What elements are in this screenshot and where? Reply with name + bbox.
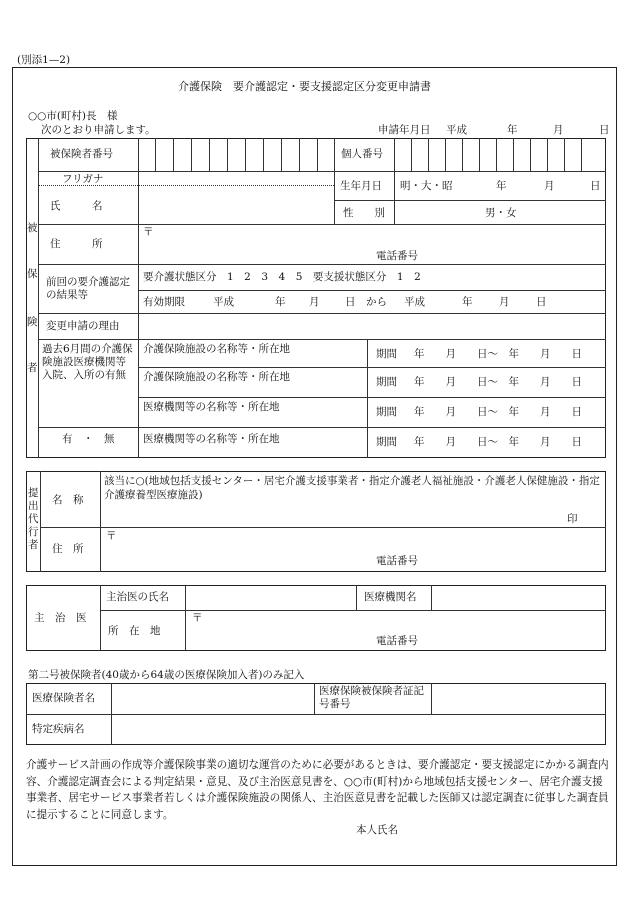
validity-kara: から xyxy=(366,296,387,308)
page-title: 介護保険 要介護認定・要支援認定区分変更申請書 xyxy=(178,80,431,93)
application-date-day: 日 xyxy=(599,124,610,136)
name-label: 氏 名 xyxy=(50,200,103,212)
application-date-era: 平成 xyxy=(446,124,467,136)
facility-row-2: 介護保険施設の名称等・所在地 xyxy=(143,371,290,383)
doctor-side-label: 主 治 医 xyxy=(34,612,87,624)
secondary-heading: 第二号被保険者(40歳から64歳の医療保険加入者)のみ記入 xyxy=(28,669,305,681)
validity-month-to: 月 xyxy=(499,296,510,308)
intro-text: 次のとおり申請します。 xyxy=(41,124,156,136)
insurer-label: 医療保険者名 xyxy=(32,692,95,704)
name-field[interactable] xyxy=(139,186,333,223)
furigana-field[interactable] xyxy=(139,172,333,184)
period-text-1[interactable]: 年 月 日～ 年 月 日 xyxy=(414,348,582,360)
doctor-institution-label: 医療機関名 xyxy=(364,591,417,603)
change-reason-label: 変更申請の理由 xyxy=(46,320,120,332)
doctor-postal-mark: 〒 xyxy=(192,612,203,624)
period-label-4: 期間 xyxy=(376,436,397,448)
facility-row-3: 医療機関等の名称等・所在地 xyxy=(143,401,280,413)
card-field[interactable] xyxy=(432,684,605,713)
facility-row-1: 介護保険施設の名称等・所在地 xyxy=(143,343,290,355)
proxy-name-note[interactable]: 該当に○(地域包括支援センター・居宅介護支援事業者・指定介護老人福祉施設・介護老人保健施設・指定介護療養型医療施設) xyxy=(104,475,600,501)
birthdate-label: 生年月日 xyxy=(340,180,382,192)
phone-label: 電話番号 xyxy=(376,250,418,262)
postal-mark: 〒 xyxy=(143,226,154,238)
disease-field[interactable] xyxy=(112,715,605,744)
address-field[interactable] xyxy=(160,226,600,246)
signature-label: 本人氏名 xyxy=(356,824,398,836)
address-label: 住 所 xyxy=(50,238,103,250)
period-text-2[interactable]: 年 月 日～ 年 月 日 xyxy=(414,376,582,388)
sex-options[interactable]: 男・女 xyxy=(485,207,517,219)
proxy-name-label: 名 称 xyxy=(52,494,84,506)
validity-month-from: 月 xyxy=(309,296,320,308)
signature-field[interactable] xyxy=(410,822,600,838)
disease-label: 特定疾病名 xyxy=(32,723,85,735)
validity-label: 有効期限 xyxy=(143,296,185,308)
care-level-text[interactable]: 要介護状態区分 1 2 3 4 5 要支援状態区分 1 2 xyxy=(143,271,421,283)
consent-text: 介護サービス計画の作成等介護保険事業の適切な運営のために必要があるときは、要介護認定・要支援認定にかかる調査内容、介護認定調査会による判定結果・意見、及び主治医意見書を、○○市(町村)から地域包括支援センター、居宅介護支援事業者、居宅サービス事業者若しくは介護保険施設の関係人、主治医意見書を記載した医師又は認定調査に従事した調査員に提示することに同意します。 xyxy=(26,759,609,821)
form-ref: (別添1—2) xyxy=(17,54,71,66)
insured-number-label: 被保険者番号 xyxy=(50,148,113,160)
insured-side-3: 者 xyxy=(27,362,38,374)
addressee: ○○市(町村)長 様 xyxy=(28,110,118,122)
doctor-address-label: 所 在 地 xyxy=(108,625,161,637)
doctor-address-field[interactable] xyxy=(206,612,600,632)
furigana-label: フリガナ xyxy=(62,173,104,185)
application-date-label: 申請年月日 xyxy=(378,124,431,136)
birthdate-day: 日 xyxy=(590,180,601,192)
period-label-2: 期間 xyxy=(376,376,397,388)
seal-mark: 印 xyxy=(567,513,578,525)
doctor-name-field[interactable] xyxy=(186,586,355,609)
presence-label[interactable]: 有 ・ 無 xyxy=(62,433,115,445)
proxy-phone-label: 電話番号 xyxy=(376,555,418,567)
doctor-institution-field[interactable] xyxy=(432,586,605,609)
period-label-1: 期間 xyxy=(376,348,397,360)
facility-row-4: 医療機関等の名称等・所在地 xyxy=(143,433,280,445)
card-label: 医療保険被保険者証記号番号 xyxy=(319,685,424,710)
insurer-field[interactable] xyxy=(112,684,313,713)
insured-side-0: 被 xyxy=(27,222,38,234)
validity-year-to: 年 xyxy=(462,296,473,308)
birthdate-year: 年 xyxy=(496,180,507,192)
proxy-postal-mark: 〒 xyxy=(106,530,117,542)
insured-number-field[interactable] xyxy=(139,139,333,170)
validity-day-to: 日 xyxy=(536,296,547,308)
birthdate-month: 月 xyxy=(544,180,555,192)
insured-side-1: 保 xyxy=(27,268,38,280)
validity-day-from: 日 xyxy=(345,296,356,308)
doctor-phone-label: 電話番号 xyxy=(376,635,418,647)
proxy-side-label: 提出代行者 xyxy=(28,487,39,551)
period-text-3[interactable]: 年 月 日～ 年 月 日 xyxy=(414,406,582,418)
period-text-4[interactable]: 年 月 日～ 年 月 日 xyxy=(414,436,582,448)
insured-side-2: 険 xyxy=(27,316,38,328)
application-date-month: 月 xyxy=(553,124,564,136)
validity-year-from: 年 xyxy=(275,296,286,308)
validity-era-from: 平成 xyxy=(213,296,234,308)
sex-label: 性 別 xyxy=(343,207,385,219)
personal-number-field[interactable] xyxy=(395,139,605,170)
change-reason-field[interactable] xyxy=(139,314,605,338)
doctor-name-label: 主治医の氏名 xyxy=(106,591,169,603)
period-label-3: 期間 xyxy=(376,406,397,418)
birthdate-eras[interactable]: 明・大・昭 xyxy=(400,180,453,192)
personal-number-label: 個人番号 xyxy=(341,148,383,160)
facility-label: 過去6月間の介護保険施設医療機関等 入院、入所の有無 xyxy=(42,343,133,381)
application-date-year: 年 xyxy=(507,124,518,136)
validity-era-to: 平成 xyxy=(404,296,425,308)
prev-result-label: 前回の要介護認定の結果等 xyxy=(46,276,130,301)
proxy-address-label: 住 所 xyxy=(52,543,84,555)
proxy-address-field[interactable] xyxy=(122,530,600,552)
